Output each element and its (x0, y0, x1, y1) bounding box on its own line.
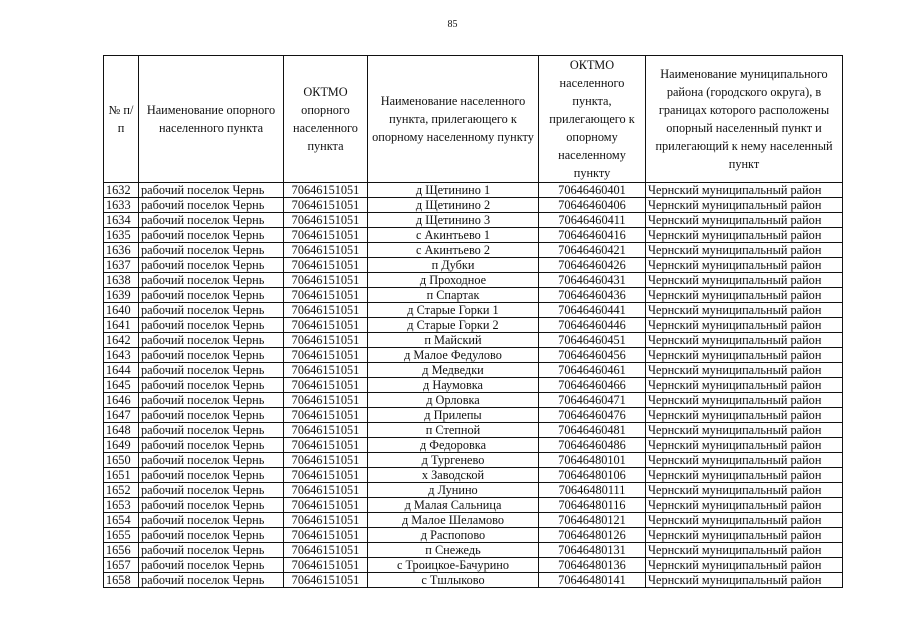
cell-municipality: Чернский муниципальный район (646, 303, 843, 318)
cell-adjacent-oktmo: 70646460431 (539, 273, 646, 288)
cell-number: 1643 (104, 348, 139, 363)
table-row (104, 468, 843, 483)
cell-support-settlement: рабочий поселок Чернь (139, 573, 284, 588)
header-support-settlement: Наименование опорного населенного пункта (139, 56, 284, 183)
cell-support-oktmo: 70646151051 (284, 348, 368, 363)
cell-number: 1656 (104, 543, 139, 558)
cell-number: 1651 (104, 468, 139, 483)
cell-adjacent-oktmo: 70646460481 (539, 423, 646, 438)
cell-support-settlement: рабочий поселок Чернь (139, 273, 284, 288)
cell-number: 1658 (104, 573, 139, 588)
cell-support-oktmo: 70646151051 (284, 288, 368, 303)
cell-municipality: Чернский муниципальный район (646, 438, 843, 453)
cell-adjacent-oktmo: 70646460446 (539, 318, 646, 333)
cell-adjacent-settlement: п Спартак (368, 288, 539, 303)
cell-support-oktmo: 70646151051 (284, 318, 368, 333)
table-row (104, 318, 843, 333)
cell-adjacent-oktmo: 70646460426 (539, 258, 646, 273)
cell-adjacent-oktmo: 70646460456 (539, 348, 646, 363)
cell-support-settlement: рабочий поселок Чернь (139, 513, 284, 528)
table-row (104, 273, 843, 288)
cell-adjacent-settlement: д Щетинино 2 (368, 198, 539, 213)
cell-adjacent-oktmo: 70646460406 (539, 198, 646, 213)
cell-support-settlement: рабочий поселок Чернь (139, 378, 284, 393)
cell-municipality: Чернский муниципальный район (646, 408, 843, 423)
cell-support-oktmo: 70646151051 (284, 543, 368, 558)
cell-support-settlement: рабочий поселок Чернь (139, 318, 284, 333)
cell-adjacent-oktmo: 70646480116 (539, 498, 646, 513)
cell-number: 1648 (104, 423, 139, 438)
table-row (104, 408, 843, 423)
cell-support-settlement: рабочий поселок Чернь (139, 348, 284, 363)
cell-adjacent-oktmo: 70646460411 (539, 213, 646, 228)
cell-adjacent-oktmo: 70646480141 (539, 573, 646, 588)
cell-adjacent-oktmo: 70646480136 (539, 558, 646, 573)
cell-number: 1652 (104, 483, 139, 498)
cell-adjacent-settlement: д Медведки (368, 363, 539, 378)
table-row (104, 228, 843, 243)
cell-support-settlement: рабочий поселок Чернь (139, 498, 284, 513)
cell-adjacent-settlement: д Орловка (368, 393, 539, 408)
table-row (104, 498, 843, 513)
cell-adjacent-oktmo: 70646480101 (539, 453, 646, 468)
cell-municipality: Чернский муниципальный район (646, 528, 843, 543)
cell-support-settlement: рабочий поселок Чернь (139, 393, 284, 408)
header-support-oktmo: ОКТМО опорного населенного пункта (284, 56, 368, 183)
cell-municipality: Чернский муниципальный район (646, 228, 843, 243)
cell-municipality: Чернский муниципальный район (646, 393, 843, 408)
table-row (104, 483, 843, 498)
table-row (104, 198, 843, 213)
cell-adjacent-oktmo: 70646460401 (539, 183, 646, 198)
cell-support-settlement: рабочий поселок Чернь (139, 423, 284, 438)
cell-support-oktmo: 70646151051 (284, 243, 368, 258)
cell-support-oktmo: 70646151051 (284, 573, 368, 588)
cell-number: 1653 (104, 498, 139, 513)
cell-support-settlement: рабочий поселок Чернь (139, 408, 284, 423)
cell-adjacent-settlement: д Распопово (368, 528, 539, 543)
cell-support-settlement: рабочий поселок Чернь (139, 438, 284, 453)
cell-number: 1632 (104, 183, 139, 198)
cell-municipality: Чернский муниципальный район (646, 288, 843, 303)
cell-adjacent-settlement: с Акинтьево 2 (368, 243, 539, 258)
cell-number: 1646 (104, 393, 139, 408)
cell-adjacent-settlement: д Щетинино 1 (368, 183, 539, 198)
table-row (104, 213, 843, 228)
cell-number: 1638 (104, 273, 139, 288)
cell-adjacent-oktmo: 70646460416 (539, 228, 646, 243)
cell-support-settlement: рабочий поселок Чернь (139, 198, 284, 213)
cell-adjacent-settlement: с Троицкое-Бачурино (368, 558, 539, 573)
cell-number: 1644 (104, 363, 139, 378)
cell-adjacent-settlement: д Федоровка (368, 438, 539, 453)
cell-support-oktmo: 70646151051 (284, 213, 368, 228)
cell-support-oktmo: 70646151051 (284, 228, 368, 243)
cell-support-settlement: рабочий поселок Чернь (139, 243, 284, 258)
cell-support-oktmo: 70646151051 (284, 258, 368, 273)
table-row (104, 258, 843, 273)
table-row (104, 183, 843, 198)
cell-adjacent-settlement: д Старые Горки 1 (368, 303, 539, 318)
cell-number: 1649 (104, 438, 139, 453)
table-row (104, 363, 843, 378)
cell-number: 1654 (104, 513, 139, 528)
cell-support-settlement: рабочий поселок Чернь (139, 288, 284, 303)
cell-support-settlement: рабочий поселок Чернь (139, 468, 284, 483)
cell-support-settlement: рабочий поселок Чернь (139, 228, 284, 243)
cell-number: 1633 (104, 198, 139, 213)
cell-number: 1637 (104, 258, 139, 273)
cell-support-oktmo: 70646151051 (284, 198, 368, 213)
table-row (104, 513, 843, 528)
table-row (104, 453, 843, 468)
cell-municipality: Чернский муниципальный район (646, 348, 843, 363)
cell-support-oktmo: 70646151051 (284, 183, 368, 198)
cell-adjacent-oktmo: 70646480126 (539, 528, 646, 543)
cell-number: 1655 (104, 528, 139, 543)
cell-adjacent-settlement: п Степной (368, 423, 539, 438)
cell-municipality: Чернский муниципальный район (646, 243, 843, 258)
cell-number: 1635 (104, 228, 139, 243)
cell-number: 1642 (104, 333, 139, 348)
cell-adjacent-oktmo: 70646460466 (539, 378, 646, 393)
cell-adjacent-settlement: д Малое Шеламово (368, 513, 539, 528)
cell-municipality: Чернский муниципальный район (646, 483, 843, 498)
cell-adjacent-settlement: д Малое Федулово (368, 348, 539, 363)
cell-adjacent-settlement: с Тшлыково (368, 573, 539, 588)
header-adjacent-settlement: Наименование населенного пункта, прилегающего к опорному населенному пункту (368, 56, 539, 183)
cell-support-settlement: рабочий поселок Чернь (139, 453, 284, 468)
cell-municipality: Чернский муниципальный район (646, 213, 843, 228)
cell-support-oktmo: 70646151051 (284, 303, 368, 318)
cell-number: 1639 (104, 288, 139, 303)
table-body (104, 183, 843, 588)
cell-adjacent-oktmo: 70646480106 (539, 468, 646, 483)
table-row (104, 423, 843, 438)
header-adjacent-oktmo: ОКТМО населенного пункта, прилегающего к опорному населенному пункту (539, 56, 646, 183)
table-header (104, 56, 843, 183)
cell-adjacent-oktmo: 70646460421 (539, 243, 646, 258)
cell-adjacent-oktmo: 70646460471 (539, 393, 646, 408)
table-row (104, 288, 843, 303)
cell-municipality: Чернский муниципальный район (646, 543, 843, 558)
cell-adjacent-settlement: д Прилепы (368, 408, 539, 423)
cell-support-settlement: рабочий поселок Чернь (139, 183, 284, 198)
cell-support-oktmo: 70646151051 (284, 498, 368, 513)
cell-municipality: Чернский муниципальный район (646, 363, 843, 378)
cell-support-oktmo: 70646151051 (284, 468, 368, 483)
table-row (104, 438, 843, 453)
cell-municipality: Чернский муниципальный район (646, 453, 843, 468)
cell-municipality: Чернский муниципальный район (646, 468, 843, 483)
cell-municipality: Чернский муниципальный район (646, 318, 843, 333)
cell-adjacent-oktmo: 70646460436 (539, 288, 646, 303)
cell-adjacent-settlement: д Старые Горки 2 (368, 318, 539, 333)
cell-support-settlement: рабочий поселок Чернь (139, 363, 284, 378)
cell-adjacent-settlement: д Щетинино 3 (368, 213, 539, 228)
header-row (104, 56, 843, 183)
cell-support-settlement: рабочий поселок Чернь (139, 483, 284, 498)
cell-adjacent-settlement: д Проходное (368, 273, 539, 288)
cell-number: 1657 (104, 558, 139, 573)
header-number: № п/п (104, 56, 139, 183)
cell-support-oktmo: 70646151051 (284, 528, 368, 543)
cell-number: 1640 (104, 303, 139, 318)
cell-adjacent-settlement: п Майский (368, 333, 539, 348)
table-row (104, 393, 843, 408)
cell-municipality: Чернский муниципальный район (646, 258, 843, 273)
cell-number: 1650 (104, 453, 139, 468)
cell-support-oktmo: 70646151051 (284, 333, 368, 348)
cell-adjacent-settlement: д Малая Сальница (368, 498, 539, 513)
cell-municipality: Чернский муниципальный район (646, 423, 843, 438)
cell-adjacent-settlement: д Наумовка (368, 378, 539, 393)
cell-support-oktmo: 70646151051 (284, 483, 368, 498)
cell-support-settlement: рабочий поселок Чернь (139, 528, 284, 543)
header-municipality: Наименование муниципального района (городского округа), в границах которого расположены опорный населенный пункт и прилегающий к нему населенный пункт (646, 56, 843, 183)
cell-municipality: Чернский муниципальный район (646, 273, 843, 288)
table-row (104, 528, 843, 543)
cell-support-oktmo: 70646151051 (284, 408, 368, 423)
cell-support-settlement: рабочий поселок Чернь (139, 303, 284, 318)
table-row (104, 573, 843, 588)
cell-adjacent-oktmo: 70646460476 (539, 408, 646, 423)
cell-support-oktmo: 70646151051 (284, 393, 368, 408)
cell-number: 1636 (104, 243, 139, 258)
cell-support-settlement: рабочий поселок Чернь (139, 558, 284, 573)
cell-support-oktmo: 70646151051 (284, 438, 368, 453)
cell-support-settlement: рабочий поселок Чернь (139, 213, 284, 228)
table-row (104, 303, 843, 318)
cell-adjacent-settlement: п Дубки (368, 258, 539, 273)
cell-adjacent-settlement: п Снежедь (368, 543, 539, 558)
table-row (104, 333, 843, 348)
cell-adjacent-oktmo: 70646460486 (539, 438, 646, 453)
cell-municipality: Чернский муниципальный район (646, 333, 843, 348)
cell-number: 1647 (104, 408, 139, 423)
table-row (104, 348, 843, 363)
cell-support-oktmo: 70646151051 (284, 273, 368, 288)
cell-adjacent-settlement: с Акинтьево 1 (368, 228, 539, 243)
cell-support-oktmo: 70646151051 (284, 423, 368, 438)
cell-support-oktmo: 70646151051 (284, 513, 368, 528)
cell-adjacent-oktmo: 70646460441 (539, 303, 646, 318)
cell-municipality: Чернский муниципальный район (646, 558, 843, 573)
cell-support-oktmo: 70646151051 (284, 453, 368, 468)
cell-adjacent-settlement: д Лунино (368, 483, 539, 498)
cell-municipality: Чернский муниципальный район (646, 378, 843, 393)
cell-municipality: Чернский муниципальный район (646, 573, 843, 588)
cell-support-oktmo: 70646151051 (284, 378, 368, 393)
cell-adjacent-oktmo: 70646460461 (539, 363, 646, 378)
cell-support-settlement: рабочий поселок Чернь (139, 333, 284, 348)
cell-municipality: Чернский муниципальный район (646, 513, 843, 528)
cell-adjacent-oktmo: 70646480121 (539, 513, 646, 528)
settlements-table (103, 55, 843, 588)
cell-municipality: Чернский муниципальный район (646, 498, 843, 513)
cell-adjacent-oktmo: 70646480131 (539, 543, 646, 558)
cell-municipality: Чернский муниципальный район (646, 183, 843, 198)
cell-support-oktmo: 70646151051 (284, 558, 368, 573)
cell-support-settlement: рабочий поселок Чернь (139, 258, 284, 273)
table-row (104, 378, 843, 393)
cell-adjacent-settlement: д Тургенево (368, 453, 539, 468)
cell-adjacent-settlement: х Заводской (368, 468, 539, 483)
page-number: 85 (447, 19, 458, 30)
cell-number: 1641 (104, 318, 139, 333)
table-row (104, 543, 843, 558)
cell-adjacent-oktmo: 70646480111 (539, 483, 646, 498)
cell-support-settlement: рабочий поселок Чернь (139, 543, 284, 558)
cell-municipality: Чернский муниципальный район (646, 198, 843, 213)
cell-support-oktmo: 70646151051 (284, 363, 368, 378)
table-row (104, 243, 843, 258)
table-row (104, 558, 843, 573)
cell-number: 1634 (104, 213, 139, 228)
cell-number: 1645 (104, 378, 139, 393)
cell-adjacent-oktmo: 70646460451 (539, 333, 646, 348)
